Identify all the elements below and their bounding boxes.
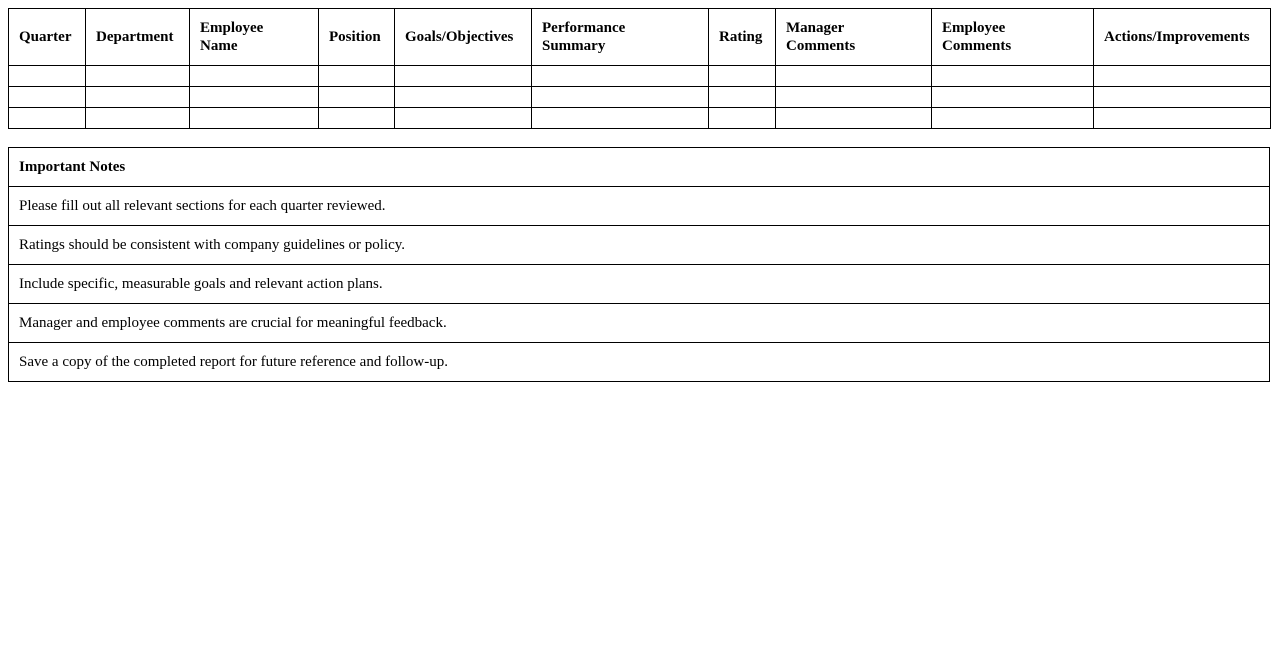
table-cell[interactable] — [395, 66, 532, 87]
table-cell[interactable] — [9, 87, 86, 108]
table-cell[interactable] — [86, 87, 190, 108]
table-cell[interactable] — [776, 108, 932, 129]
table-cell[interactable] — [190, 108, 319, 129]
document-body — [8, 8, 1270, 382]
note-item: Please fill out all relevant sections for each quarter reviewed. — [9, 187, 1270, 226]
table-row — [9, 87, 1271, 108]
table-cell[interactable] — [709, 87, 776, 108]
header-employee-name: Employee Name — [190, 9, 319, 66]
note-item: Ratings should be consistent with company guidelines or policy. — [9, 226, 1270, 265]
note-row — [9, 304, 1270, 343]
header-rating: Rating — [709, 9, 776, 66]
table-cell[interactable] — [1094, 87, 1271, 108]
table-cell[interactable] — [776, 66, 932, 87]
note-row — [9, 265, 1270, 304]
table-cell[interactable] — [932, 66, 1094, 87]
table-cell[interactable] — [1094, 66, 1271, 87]
table-cell[interactable] — [709, 108, 776, 129]
notes-title: Important Notes — [9, 148, 1270, 187]
table-cell[interactable] — [532, 108, 709, 129]
table-cell[interactable] — [532, 66, 709, 87]
header-performance-summary: Performance Summary — [532, 9, 709, 66]
header-employee-comments: Employee Comments — [932, 9, 1094, 66]
table-row — [9, 108, 1271, 129]
table-cell[interactable] — [709, 66, 776, 87]
table-cell[interactable] — [319, 66, 395, 87]
table-cell[interactable] — [532, 87, 709, 108]
header-department: Department — [86, 9, 190, 66]
table-cell[interactable] — [932, 87, 1094, 108]
header-actions-improvements: Actions/Improvements — [1094, 9, 1271, 66]
table-header-row — [9, 9, 1271, 66]
table-cell[interactable] — [319, 108, 395, 129]
header-quarter: Quarter — [9, 9, 86, 66]
table-cell[interactable] — [190, 66, 319, 87]
note-row — [9, 343, 1270, 382]
table-cell[interactable] — [319, 87, 395, 108]
header-position: Position — [319, 9, 395, 66]
table-cell[interactable] — [1094, 108, 1271, 129]
note-item: Manager and employee comments are crucial for meaningful feedback. — [9, 304, 1270, 343]
note-item: Include specific, measurable goals and relevant action plans. — [9, 265, 1270, 304]
table-cell[interactable] — [395, 108, 532, 129]
table-cell[interactable] — [9, 108, 86, 129]
table-cell[interactable] — [86, 66, 190, 87]
table-row — [9, 66, 1271, 87]
table-cell[interactable] — [395, 87, 532, 108]
table-cell[interactable] — [86, 108, 190, 129]
important-notes-table — [8, 147, 1270, 382]
table-cell[interactable] — [776, 87, 932, 108]
note-row — [9, 226, 1270, 265]
table-cell[interactable] — [9, 66, 86, 87]
table-cell[interactable] — [932, 108, 1094, 129]
table-cell[interactable] — [190, 87, 319, 108]
header-manager-comments: Manager Comments — [776, 9, 932, 66]
performance-review-table — [8, 8, 1271, 129]
notes-header-row — [9, 148, 1270, 187]
note-row — [9, 187, 1270, 226]
header-goals-objectives: Goals/Objectives — [395, 9, 532, 66]
note-item: Save a copy of the completed report for future reference and follow-up. — [9, 343, 1270, 382]
